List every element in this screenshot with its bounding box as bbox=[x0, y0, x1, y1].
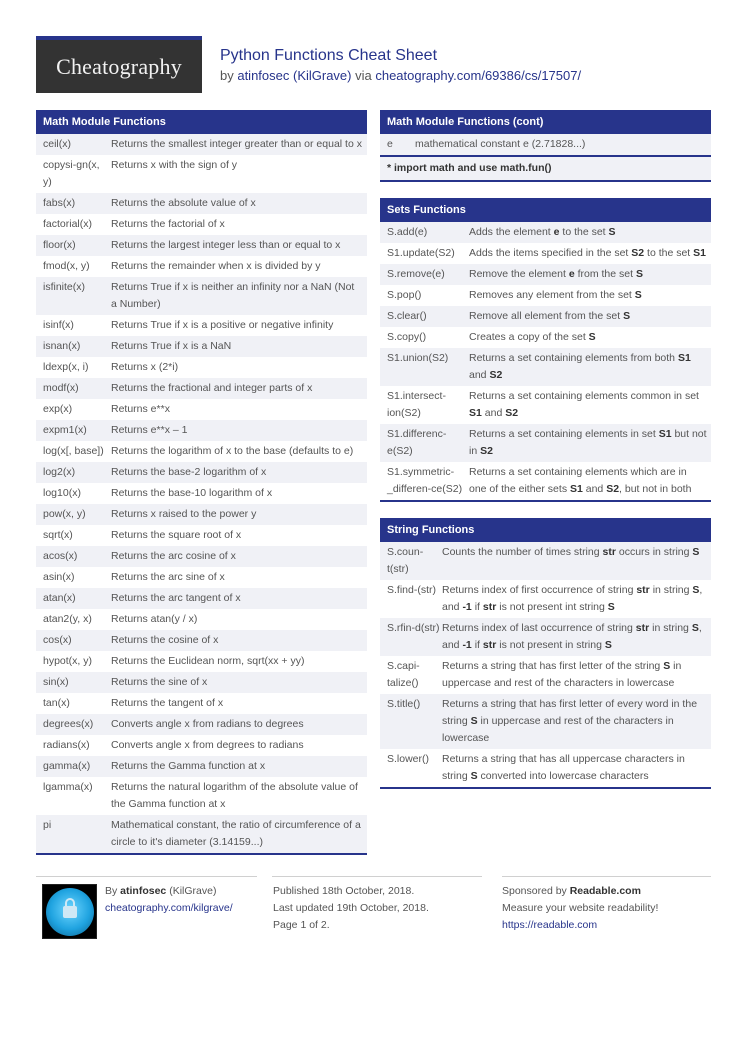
function-description: Returns the Gamma function at x bbox=[111, 760, 266, 772]
function-description: Adds the element e to the set S bbox=[469, 226, 616, 238]
function-name: log10(x) bbox=[43, 487, 81, 499]
publish-info bbox=[273, 883, 429, 934]
table-row bbox=[380, 386, 711, 424]
function-name: sqrt(x) bbox=[43, 529, 73, 541]
function-description: Returns atan(y / x) bbox=[111, 613, 198, 625]
function-description: Returns the absolute value of x bbox=[111, 197, 256, 209]
table-row bbox=[36, 483, 367, 504]
function-name: S1.union(S2) bbox=[387, 352, 449, 364]
function-name: modf(x) bbox=[43, 382, 79, 394]
string-section bbox=[380, 518, 711, 789]
math-module-section bbox=[36, 110, 367, 855]
avatar-badge-icon bbox=[46, 888, 94, 936]
function-name: ceil(x) bbox=[43, 138, 71, 150]
table-row bbox=[36, 525, 367, 546]
table-row bbox=[36, 815, 367, 853]
table-row bbox=[36, 155, 367, 193]
string-rows bbox=[380, 542, 711, 787]
function-description: Returns x raised to the power y bbox=[111, 508, 257, 520]
function-description: Returns the tangent of x bbox=[111, 697, 224, 709]
table-row bbox=[36, 399, 367, 420]
table-row bbox=[36, 462, 367, 483]
function-description: Returns index of first occurrence of string str in string S, and -1 if str is not present int string S bbox=[442, 584, 703, 613]
table-row bbox=[380, 580, 711, 618]
function-name: S.find-(str) bbox=[387, 584, 437, 596]
title-block bbox=[220, 46, 581, 84]
function-name: radians(x) bbox=[43, 739, 90, 751]
author-handle: (KilGrave) bbox=[166, 885, 217, 897]
function-description: Converts angle x from degrees to radians bbox=[111, 739, 304, 751]
table-row bbox=[380, 462, 711, 500]
function-name: copysi-gn(x, y) bbox=[43, 159, 100, 188]
function-description: Returns the factorial of x bbox=[111, 218, 225, 230]
function-description: Returns x with the sign of y bbox=[111, 159, 238, 171]
logo-text: Cheatography bbox=[56, 53, 182, 79]
updated-date: Last updated 19th October, 2018. bbox=[273, 902, 429, 914]
function-description: Creates a copy of the set S bbox=[469, 331, 596, 343]
table-row bbox=[380, 285, 711, 306]
function-description: Returns the remainder when x is divided by y bbox=[111, 260, 321, 272]
table-row bbox=[36, 735, 367, 756]
table-row bbox=[36, 588, 367, 609]
table-row bbox=[36, 777, 367, 815]
function-name: S.add(e) bbox=[387, 226, 428, 238]
function-name: S1.differenc-e(S2) bbox=[387, 428, 447, 457]
function-description: Returns the cosine of x bbox=[111, 634, 219, 646]
function-description: Returns True if x is neither an infinity nor a NaN (Not a Number) bbox=[111, 281, 355, 310]
sponsor-link[interactable]: https://readable.com bbox=[502, 919, 598, 931]
function-name: S.clear() bbox=[387, 310, 427, 322]
function-description: Returns a set containing elements which are in one of the either sets S1 and S2, but not in both bbox=[469, 466, 692, 495]
import-note: * import math and use math.fun() bbox=[380, 155, 711, 180]
function-description: Removes any element from the set S bbox=[469, 289, 642, 301]
section-title: String Functions bbox=[380, 518, 711, 542]
function-name: acos(x) bbox=[43, 550, 78, 562]
table-row bbox=[36, 504, 367, 525]
function-name: pi bbox=[43, 819, 52, 831]
table-row bbox=[36, 567, 367, 588]
table-row bbox=[380, 222, 711, 243]
right-column bbox=[380, 110, 711, 805]
table-row bbox=[380, 306, 711, 327]
function-name: S.pop() bbox=[387, 289, 422, 301]
table-row bbox=[380, 618, 711, 656]
table-row bbox=[380, 243, 711, 264]
sponsor-name: Readable.com bbox=[569, 885, 641, 897]
sponsor-info bbox=[502, 883, 658, 934]
function-description: Returns the base-2 logarithm of x bbox=[111, 466, 267, 478]
table-row bbox=[36, 756, 367, 777]
function-description: Mathematical constant, the ratio of circumference of a circle to it's diameter (3.14159...) bbox=[111, 819, 361, 848]
table-row bbox=[380, 264, 711, 285]
function-description: Returns a string that has first letter of the string S in uppercase and rest of the characters in lowercase bbox=[442, 660, 682, 689]
table-row bbox=[380, 694, 711, 749]
function-description: mathematical constant e (2.71828...) bbox=[415, 138, 586, 150]
function-description: Returns True if x is a positive or negative infinity bbox=[111, 319, 334, 331]
function-description: Returns e**x – 1 bbox=[111, 424, 188, 436]
author-name: atinfosec bbox=[120, 885, 167, 897]
function-description: Returns the base-10 logarithm of x bbox=[111, 487, 273, 499]
function-name: atan(x) bbox=[43, 592, 76, 604]
sets-rows bbox=[380, 222, 711, 500]
table-row bbox=[36, 441, 367, 462]
function-name: S.title() bbox=[387, 698, 421, 710]
function-name: fabs(x) bbox=[43, 197, 76, 209]
table-row bbox=[36, 256, 367, 277]
cheatography-logo[interactable] bbox=[36, 36, 202, 93]
table-row bbox=[36, 235, 367, 256]
function-description: Returns True if x is a NaN bbox=[111, 340, 232, 352]
function-description: Returns the fractional and integer parts of x bbox=[111, 382, 313, 394]
math-module-cont-section bbox=[380, 110, 711, 182]
function-name: ldexp(x, i) bbox=[43, 361, 89, 373]
footer-divider bbox=[502, 876, 711, 877]
function-description: Returns a set containing elements from both S1 and S2 bbox=[469, 352, 691, 381]
function-description: Converts angle x from radians to degrees bbox=[111, 718, 304, 730]
function-name: e bbox=[387, 138, 393, 150]
sponsor-prefix: Sponsored by bbox=[502, 885, 570, 897]
page-title[interactable]: Python Functions Cheat Sheet bbox=[220, 47, 438, 64]
table-row bbox=[380, 749, 711, 787]
sponsor-tagline: Measure your website readability! bbox=[502, 902, 659, 914]
function-description: Returns a string that has first letter of every word in the string S in uppercase and rest of the characters in lowercase bbox=[442, 698, 698, 744]
function-description: Adds the items specified in the set S2 to the set S1 bbox=[469, 247, 706, 259]
section-title: Math Module Functions bbox=[36, 110, 367, 134]
function-description: Returns the Euclidean norm, sqrt(xx + yy) bbox=[111, 655, 305, 667]
table-row bbox=[380, 656, 711, 694]
function-name: S1.update(S2) bbox=[387, 247, 455, 259]
function-name: degrees(x) bbox=[43, 718, 94, 730]
function-name: S.lower() bbox=[387, 753, 430, 765]
left-column bbox=[36, 110, 367, 871]
table-row bbox=[36, 651, 367, 672]
page-header bbox=[36, 36, 716, 93]
table-row bbox=[36, 378, 367, 399]
function-name: floor(x) bbox=[43, 239, 76, 251]
function-description: Returns the square root of x bbox=[111, 529, 242, 541]
function-name: factorial(x) bbox=[43, 218, 93, 230]
table-row bbox=[36, 672, 367, 693]
table-row bbox=[36, 214, 367, 235]
author-profile-link[interactable]: cheatography.com/kilgrave/ bbox=[105, 902, 233, 914]
function-name: S.rfin-d(str) bbox=[387, 622, 440, 634]
function-name: sin(x) bbox=[43, 676, 69, 688]
function-description: Remove the element e from the set S bbox=[469, 268, 643, 280]
footer-divider bbox=[272, 876, 482, 877]
table-row bbox=[36, 277, 367, 315]
section-title: Math Module Functions (cont) bbox=[380, 110, 711, 134]
table-row bbox=[36, 546, 367, 567]
table-row bbox=[36, 693, 367, 714]
via-text: via bbox=[351, 68, 376, 83]
lock-icon bbox=[63, 906, 77, 918]
function-description: Returns the arc sine of x bbox=[111, 571, 225, 583]
table-row bbox=[36, 357, 367, 378]
function-name: tan(x) bbox=[43, 697, 70, 709]
table-row bbox=[380, 348, 711, 386]
by-prefix: By bbox=[105, 885, 121, 897]
byline bbox=[220, 67, 581, 84]
function-description: Returns the arc cosine of x bbox=[111, 550, 236, 562]
section-title: Sets Functions bbox=[380, 198, 711, 222]
math-rows bbox=[36, 134, 367, 853]
function-description: Returns the largest integer less than or equal to x bbox=[111, 239, 341, 251]
function-name: log2(x) bbox=[43, 466, 76, 478]
author-avatar[interactable] bbox=[42, 884, 97, 939]
function-name: atan2(y, x) bbox=[43, 613, 92, 625]
table-row bbox=[380, 134, 711, 155]
function-name: log(x[, base]) bbox=[43, 445, 104, 457]
sheet-url-link[interactable]: cheatography.com/69386/cs/17507/ bbox=[375, 68, 582, 83]
function-name: S.coun-t(str) bbox=[387, 546, 424, 575]
table-row bbox=[36, 630, 367, 651]
function-name: isnan(x) bbox=[43, 340, 81, 352]
by-prefix: by bbox=[220, 68, 238, 83]
function-description: Returns a set containing elements common in set S1 and S2 bbox=[469, 390, 699, 419]
function-name: S.remove(e) bbox=[387, 268, 445, 280]
function-name: cos(x) bbox=[43, 634, 72, 646]
function-name: isfinite(x) bbox=[43, 281, 86, 293]
function-name: asin(x) bbox=[43, 571, 75, 583]
table-row bbox=[36, 315, 367, 336]
function-name: S.copy() bbox=[387, 331, 427, 343]
function-description: Returns the natural logarithm of the absolute value of the Gamma function at x bbox=[111, 781, 358, 810]
function-description: Returns the arc tangent of x bbox=[111, 592, 241, 604]
table-row bbox=[36, 714, 367, 735]
table-row bbox=[36, 336, 367, 357]
function-description: Returns x (2*i) bbox=[111, 361, 179, 373]
function-description: Returns index of last occurrence of string str in string S, and -1 if str is not present in string S bbox=[442, 622, 702, 651]
table-row bbox=[36, 193, 367, 214]
page-number: Page 1 of 2. bbox=[273, 919, 330, 931]
footer-divider bbox=[36, 876, 257, 877]
published-date: Published 18th October, 2018. bbox=[273, 885, 415, 897]
function-description: Returns a string that has all uppercase characters in string S converted into lowercase characters bbox=[442, 753, 685, 782]
function-description: Returns e**x bbox=[111, 403, 170, 415]
math-cont-rows bbox=[380, 134, 711, 155]
function-name: pow(x, y) bbox=[43, 508, 86, 520]
function-name: lgamma(x) bbox=[43, 781, 93, 793]
function-description: Returns the sine of x bbox=[111, 676, 208, 688]
function-description: Returns the smallest integer greater than or equal to x bbox=[111, 138, 362, 150]
function-description: Returns the logarithm of x to the base (defaults to e) bbox=[111, 445, 354, 457]
function-name: fmod(x, y) bbox=[43, 260, 90, 272]
function-name: isinf(x) bbox=[43, 319, 74, 331]
table-row bbox=[36, 609, 367, 630]
table-row bbox=[380, 424, 711, 462]
function-name: S.capi-talize() bbox=[387, 660, 420, 689]
function-name: S1.intersect-ion(S2) bbox=[387, 390, 446, 419]
function-name: hypot(x, y) bbox=[43, 655, 93, 667]
function-name: expm1(x) bbox=[43, 424, 87, 436]
table-row bbox=[36, 420, 367, 441]
function-description: Returns a set containing elements in set S1 but not in S2 bbox=[469, 428, 707, 457]
function-description: Counts the number of times string str occurs in string S bbox=[442, 546, 700, 558]
function-name: exp(x) bbox=[43, 403, 73, 415]
sets-section bbox=[380, 198, 711, 502]
author-link[interactable]: atinfosec (KilGrave) bbox=[237, 68, 352, 83]
function-name: gamma(x) bbox=[43, 760, 91, 772]
table-row bbox=[380, 542, 711, 580]
table-row bbox=[380, 327, 711, 348]
author-info bbox=[105, 883, 233, 917]
table-row bbox=[36, 134, 367, 155]
function-description: Remove all element from the set S bbox=[469, 310, 631, 322]
function-name: S1.symmetric-_differen-ce(S2) bbox=[387, 466, 463, 495]
